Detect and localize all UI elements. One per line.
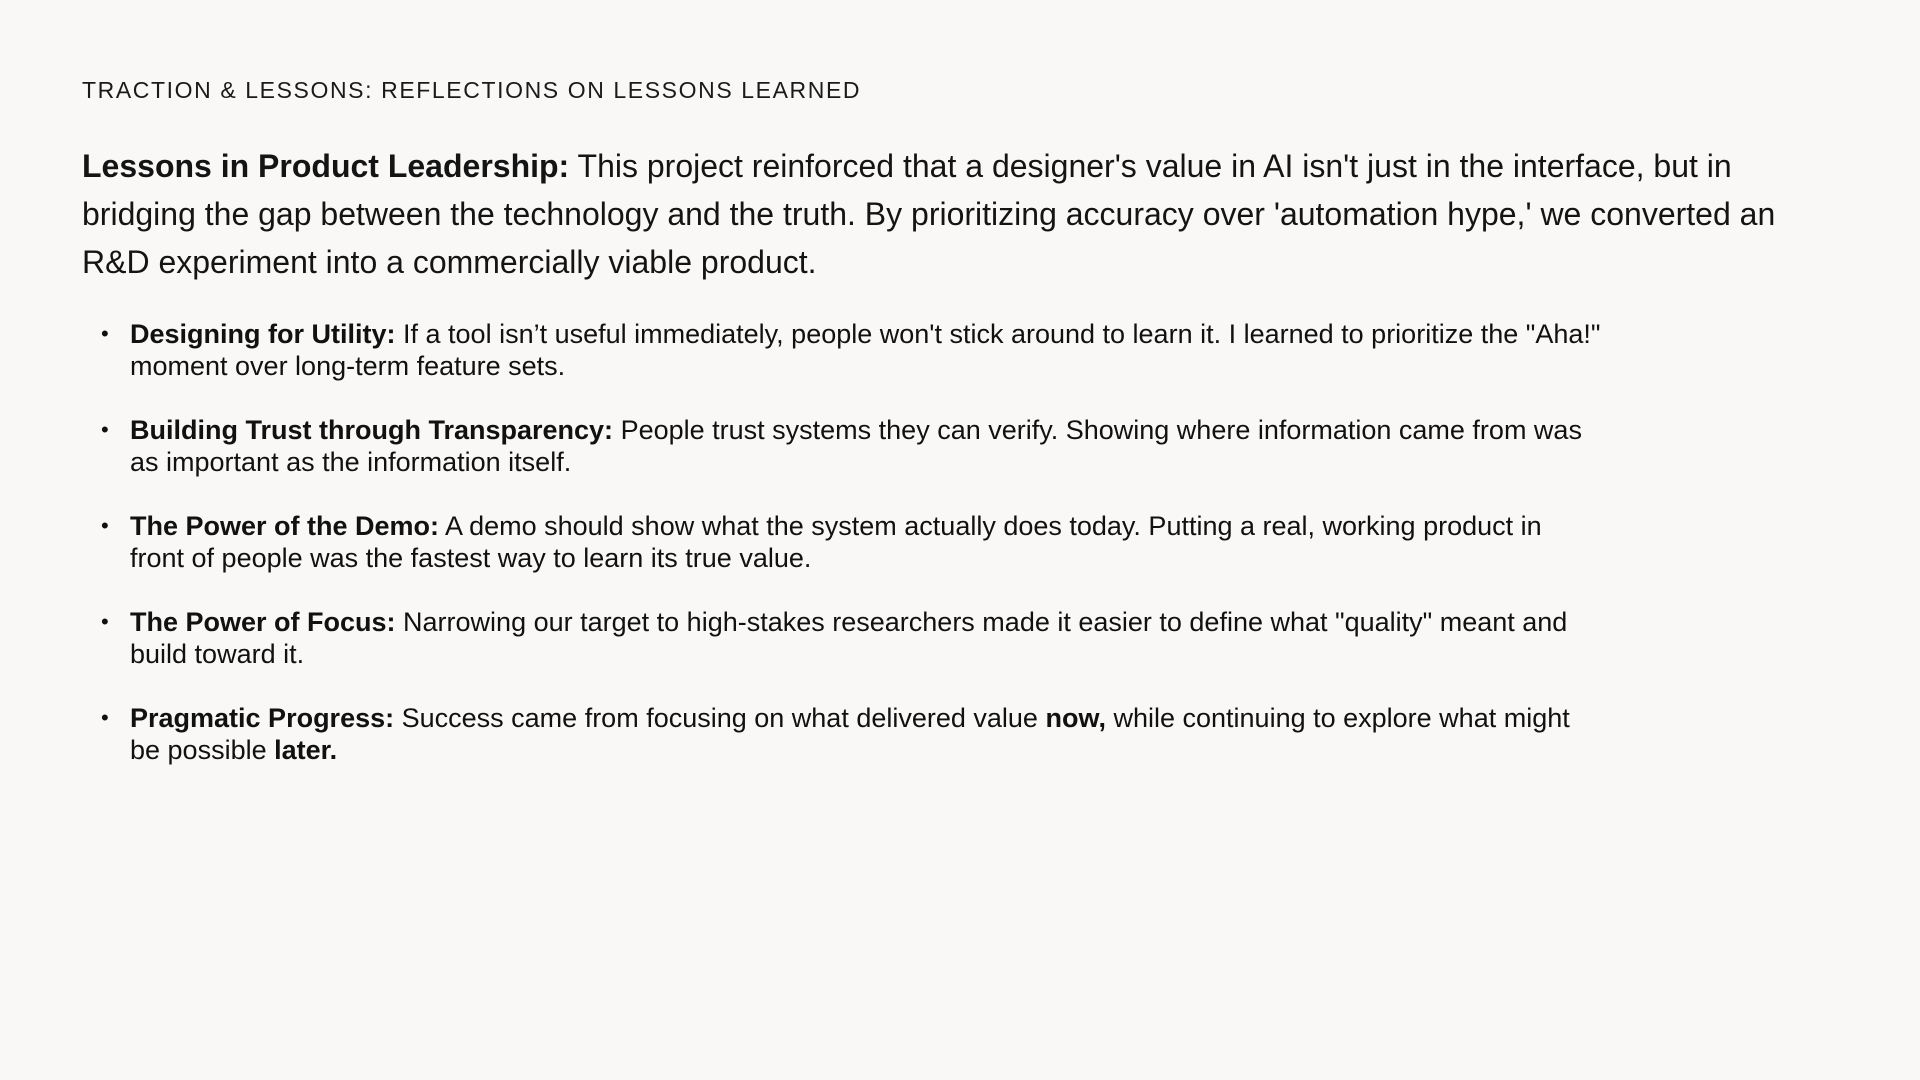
lesson-title: Designing for Utility: — [130, 319, 396, 349]
section-eyebrow: TRACTION & LESSONS: REFLECTIONS ON LESSONS LEARNED — [82, 77, 862, 103]
lesson-text: People trust systems they can verify. Showing where information came from was as important as the information itself. — [130, 415, 1582, 477]
lead-heading: Lessons in Product Leadership: — [82, 148, 570, 184]
lesson-title: Pragmatic Progress: — [130, 703, 395, 733]
bullet-icon: • — [101, 705, 109, 730]
lesson-power-of-demo — [82, 510, 1602, 574]
lead-body: This project reinforced that a designer's value in AI isn't just in the interface, but in bridging the gap between the technology and the truth. By prioritizing accuracy over 'automation hype,' we converted an R&D experiment into a commercially viable product. — [82, 148, 1776, 280]
lesson-text: Success came from focusing on what delivered value — [401, 703, 1038, 733]
bullet-icon: • — [101, 417, 109, 442]
slide-content — [82, 74, 1842, 798]
lesson-designing-for-utility — [82, 318, 1602, 382]
lesson-building-trust — [82, 414, 1602, 478]
bullet-icon: • — [101, 609, 109, 634]
bullet-icon: • — [101, 321, 109, 346]
lesson-text: A demo should show what the system actually does today. Putting a real, working product in front of people was the fastest way to learn its true value. — [130, 511, 1542, 573]
lesson-pragmatic-progress — [82, 702, 1602, 766]
lessons-list — [82, 318, 1602, 766]
lesson-text: while continuing to explore what might be possible — [130, 703, 1570, 765]
lesson-title: Building Trust through Transparency: — [130, 415, 614, 445]
lesson-title: The Power of Focus: — [130, 607, 396, 637]
lesson-text: Narrowing our target to high-stakes researchers made it easier to define what "quality" meant and build toward it. — [130, 607, 1568, 669]
bullet-icon: • — [101, 513, 109, 538]
lesson-emphasis: now, — [1045, 703, 1106, 733]
lesson-title: The Power of the Demo: — [130, 511, 440, 541]
lesson-text: If a tool isn’t useful immediately, people won't stick around to learn it. I learned to prioritize the "Aha!" moment over long-term feature sets. — [130, 319, 1601, 381]
lesson-power-of-focus — [82, 606, 1602, 670]
lesson-emphasis: later. — [274, 735, 338, 765]
lead-paragraph — [82, 142, 1822, 286]
